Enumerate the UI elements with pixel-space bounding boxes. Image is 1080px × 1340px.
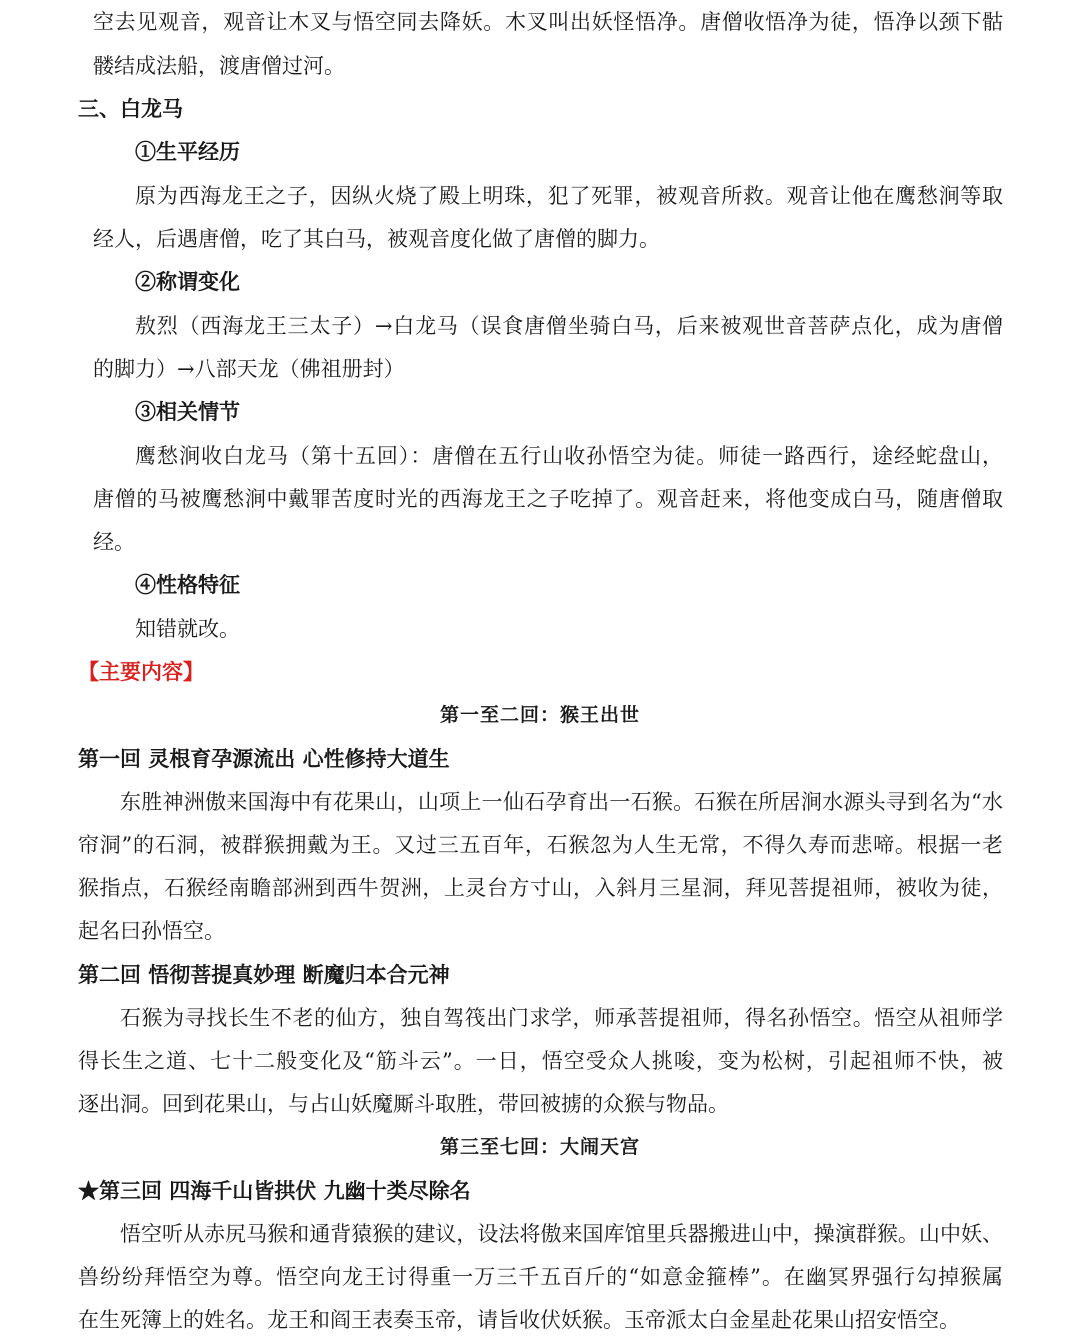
chapter-title-1: 第一回 灵根育孕源流出 心性修持大道生 xyxy=(78,746,450,771)
paragraph-line: 在生死簿上的姓名。龙王和阎王表奏玉帝，请旨收伏妖猴。玉帝派太白金星赴花果山招安悟空。 xyxy=(78,1308,960,1332)
section-title-monkey-king: 第一至二回：猴王出世 xyxy=(439,704,640,726)
paragraph-line: 髅结成法船，渡唐僧过河。 xyxy=(93,54,345,78)
paragraph-line: 逐出洞。回到花果山，与占山妖魔厮斗取胜，带回被掳的众猴与物品。 xyxy=(78,1092,729,1116)
paragraph-line: 兽纷纷拜悟空为尊。悟空向龙王讨得重一万三千五百斤的“如意金箍棒”。在幽冥界强行勾掉猴属 xyxy=(78,1265,1003,1289)
paragraph-line: 东胜神洲傲来国海中有花果山，山项上一仙石孕育出一石猴。石猴在所居涧水源头寻到名为“水 xyxy=(120,790,1003,814)
paragraph-line: 石猴为寻找长生不老的仙方，独自驾筏出门求学，师承菩提祖师，得名孙悟空。悟空从祖师学 xyxy=(120,1006,1003,1030)
paragraph-line: 敖烈（西海龙王三太子）→白龙马（误食唐僧坐骑白马，后来被观世音菩萨点化，成为唐僧 xyxy=(135,314,1003,338)
paragraph-line: 帘洞”的石洞，被群猴拥戴为王。又过三五百年，石猴忽为人生无常，不得久寿而悲啼。根据一老 xyxy=(78,833,1003,857)
subheading-character: ④性格特征 xyxy=(135,572,240,597)
subheading-names: ②称谓变化 xyxy=(135,269,240,294)
paragraph-line: 唐僧的马被鹰愁涧中戴罪苦度时光的西海龙王之子吃掉了。观音赶来，将他变成白马，随唐僧取 xyxy=(93,487,1003,511)
paragraph-line: 经人，后遇唐僧，吃了其白马，被观音度化做了唐僧的脚力。 xyxy=(93,227,660,251)
paragraph-line: 经。 xyxy=(93,530,135,554)
paragraph-line: 起名曰孙悟空。 xyxy=(78,919,225,943)
paragraph-line: 知错就改。 xyxy=(135,617,240,641)
paragraph-line: 原为西海龙王之子，因纵火烧了殿上明珠，犯了死罪，被观音所救。观音让他在鹰愁涧等取 xyxy=(135,184,1003,208)
paragraph-line: 空去见观音，观音让木叉与悟空同去降妖。木叉叫出妖怪悟净。唐僧收悟净为徒，悟净以颈下骷 xyxy=(93,10,1003,34)
chapter-title-3: ★第三回 四海千山皆拱伏 九幽十类尽除名 xyxy=(78,1178,471,1203)
main-content-label: 【主要内容】 xyxy=(78,659,204,684)
section-title-havoc-heaven: 第三至七回：大闹天宫 xyxy=(439,1136,640,1158)
paragraph-line: 猴指点，石猴经南瞻部洲到西牛贺洲，上灵台方寸山，入斜月三星洞，拜见菩提祖师，被收为徒， xyxy=(78,876,1003,900)
paragraph-line: 的脚力）→八部天龙（佛祖册封） xyxy=(93,357,405,381)
section-heading-bailongma: 三、白龙马 xyxy=(78,96,183,121)
subheading-plot: ③相关情节 xyxy=(135,399,240,424)
paragraph-line: 鹰愁涧收白龙马（第十五回）：唐僧在五行山收孙悟空为徒。师徒一路西行，途经蛇盘山， xyxy=(135,444,1003,468)
paragraph-line: 得长生之道、七十二般变化及“筋斗云”。一日，悟空受众人挑唆，变为松树，引起祖师不快，被 xyxy=(78,1049,1003,1073)
subheading-life: ①生平经历 xyxy=(135,139,240,164)
paragraph-line: 悟空听从赤尻马猴和通背猿猴的建议，设法将傲来国库馆里兵器搬进山中，操演群猴。山中妖、 xyxy=(120,1222,1003,1246)
chapter-title-2: 第二回 悟彻菩提真妙理 断魔归本合元神 xyxy=(78,962,450,987)
